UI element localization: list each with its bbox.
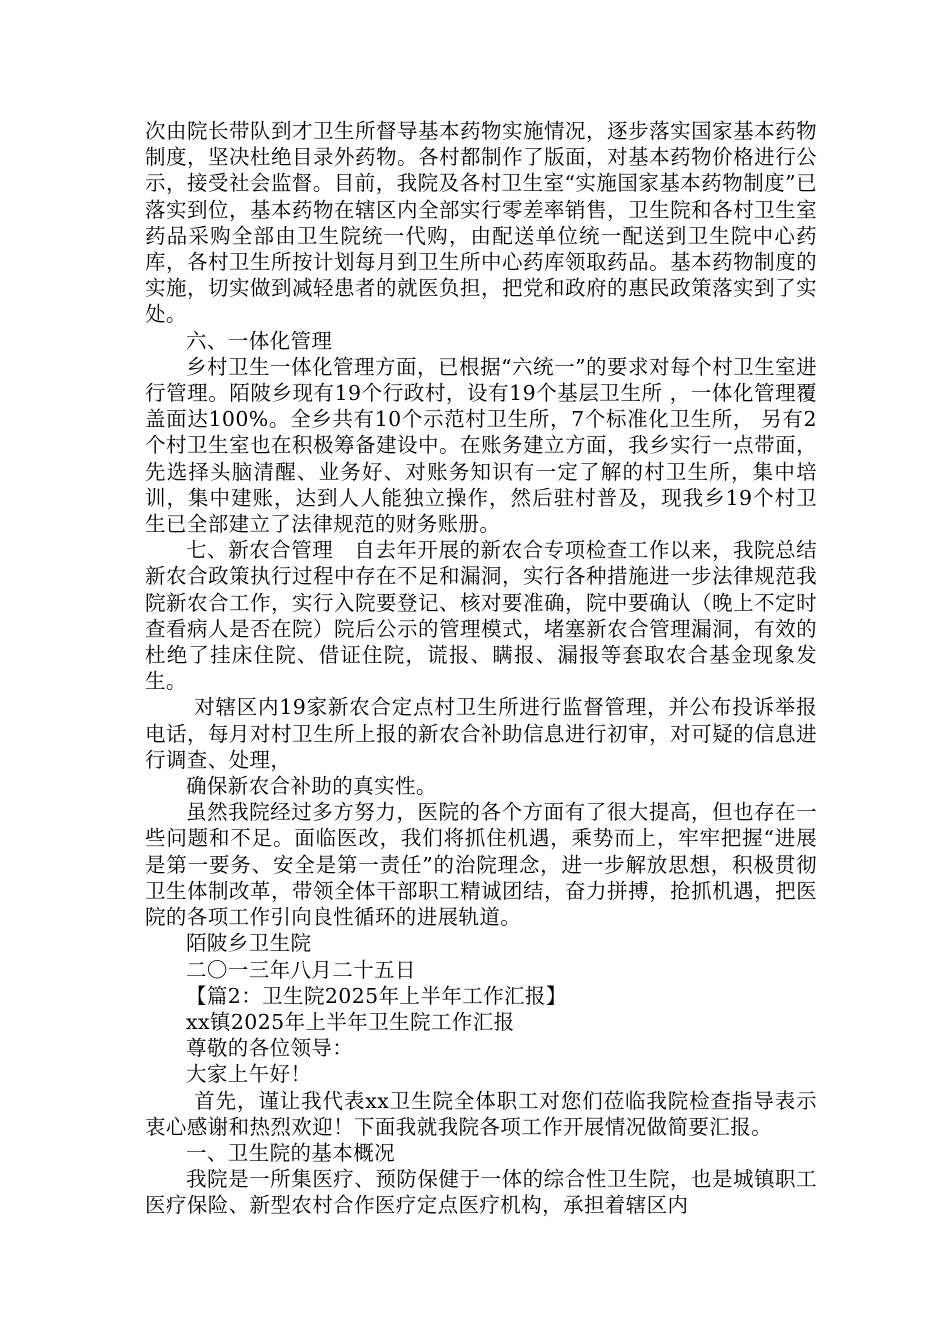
body-paragraph: 次由院长带队到才卫生所督导基本药物实施情况，逐步落实国家基本药物制度，坚决杜绝目录外药物。各村都制作了版面，对基本药物价格进行公示，接受社会监督。目前，我院及各村卫生室“实施国家基本药物制度”已落实到位，基本药物在辖区内全部实行零差率销售，卫生院和各村卫生室药品采购全部由卫生院统一代购，由配送单位统一配送到卫生院中心药库，各村卫生所按计划每月到卫生所中心药库领取药品。基本药物制度的实施，切实做到减轻患者的就医负担，把党和政府的惠民政策落实到了实处。 — [145, 119, 817, 327]
body-paragraph: 我院是一所集医疗、预防保健于一体的综合性卫生院，也是城镇职工医疗保险、新型农村合作医疗定点医疗机构，承担着辖区内 — [145, 1167, 817, 1218]
body-paragraph: 对辖区内19家新农合定点村卫生所进行监督管理，并公布投诉举报电话，每月对村卫生所上报的新农合补助信息进行初审，对可疑的信息进行调查、处理， — [145, 695, 817, 772]
signature-date: 二〇一三年八月二十五日 — [186, 957, 416, 982]
article-heading: 【篇2：卫生院2025年上半年工作汇报】 — [186, 983, 567, 1008]
salutation: 尊敬的各位领导： — [186, 1036, 354, 1061]
body-paragraph: 虽然我院经过多方努力，医院的各个方面有了很大提高，但也存在一些问题和不足。面临医改，我们将抓住机遇，乘势而上，牢牢把握“进展是第一要务、安全是第一责任”的治院理念，进一步解放思想，积极贯彻卫生体制改革，带领全体干部职工精诚团结，奋力拼搏，抢抓机遇，把医院的各项工作引向良性循环的进展轨道。 — [145, 800, 817, 930]
greeting: 大家上午好！ — [186, 1062, 312, 1087]
signature-organization: 陌陂乡卫生院 — [186, 931, 312, 956]
section-heading-overview: 一、卫生院的基本概况 — [186, 1140, 395, 1165]
section-heading-integrated-management: 六、一体化管理 — [186, 328, 333, 353]
document-page — [145, 118, 817, 1219]
body-paragraph: 乡村卫生一体化管理方面，已根据“六统一”的要求对每个村卫生室进行管理。陌陂乡现有19个行政村，设有19个基层卫生所 ，一体化管理覆盖面达100%。全乡共有10个示范村卫生所，7个标准化卫生所， 另有2个村卫生室也在积极筹备建设中。在账务建立方面，我乡实行一点带面，先选择头脑清醒、业务好、对账务知识有一定了解的村卫生所，集中培训，集中建账，达到人人能独立操作，然后驻村普及，现我乡19个村卫生已全部建立了法律规范的财务账册。 — [145, 354, 817, 537]
body-paragraph: 首先，谨让我代表xx卫生院全体职工对您们莅临我院检查指导表示衷心感谢和热烈欢迎！下面我就我院各项工作开展情况做简要汇报。 — [145, 1088, 817, 1139]
body-paragraph: 七、新农合管理 自去年开展的新农合专项检查工作以来，我院总结新农合政策执行过程中存在不足和漏洞，实行各种措施进一步法律规范我院新农合工作，实行入院要登记、核对要准确，院中要确认（晚上不定时查看病人是否在院）院后公示的管理模式，堵塞新农合管理漏洞，有效的杜绝了挂床住院、借证住院，谎报、瞒报、漏报等套取农合基金现象发生。 — [145, 538, 817, 694]
body-paragraph: 确保新农合补助的真实性。 — [186, 774, 437, 799]
report-title: xx镇2025年上半年卫生院工作汇报 — [186, 1009, 515, 1034]
